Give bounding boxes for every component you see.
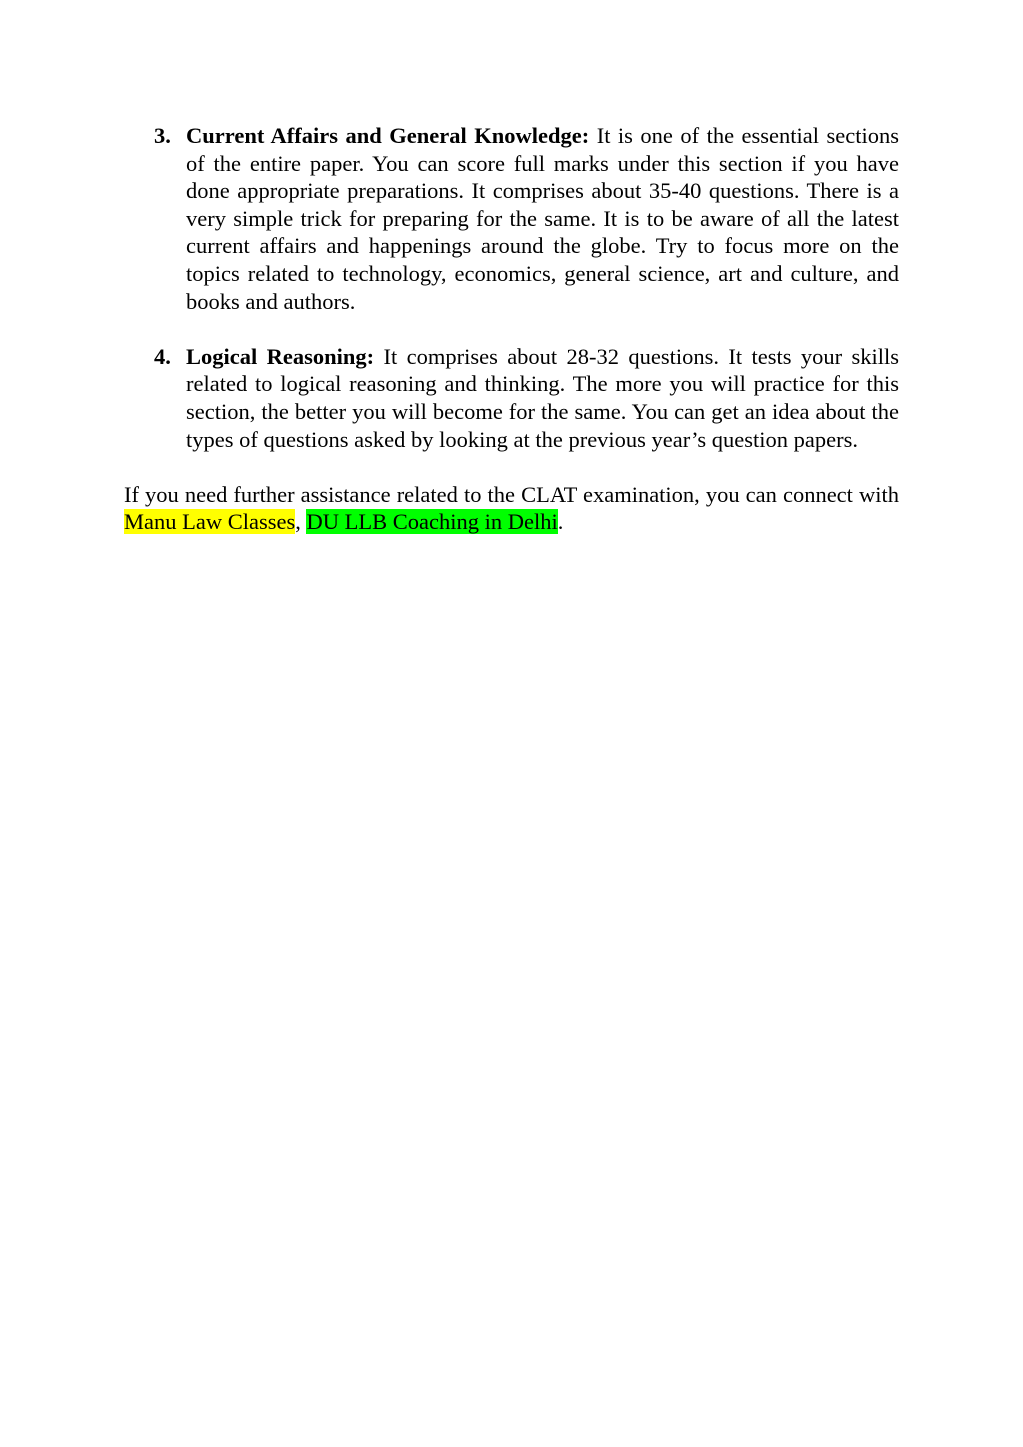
list-item-current-affairs — [124, 122, 899, 315]
document-body — [124, 122, 899, 536]
list-item-logical-reasoning — [124, 343, 899, 453]
link-separator: , — [295, 509, 307, 535]
list-number: 4. — [154, 343, 171, 369]
closing-text: If you need further assistance related to the CLAT examination, you can connect with — [124, 481, 899, 507]
manu-law-classes-link[interactable]: Manu Law Classes — [124, 509, 296, 535]
item-title: Logical Reasoning: — [186, 343, 375, 369]
closing-paragraph — [124, 481, 899, 536]
item-body: It comprises about 28-32 questions. It tests your skills related to logical reasoning and thinking. The more you will practice for this section, the better you will become for the same. You can get an idea about the types of questions asked by looking at the previous year’s question papers. — [186, 343, 899, 452]
du-llb-coaching-link[interactable]: DU LLB Coaching in Delhi — [306, 509, 558, 535]
item-body: It is one of the essential sections of the entire paper. You can score full marks under this section if you have done appropriate preparations. It comprises about 35-40 questions. There is a very simple trick for preparing for the same. It is to be aware of all the latest current affairs and happenings around the globe. Try to focus more on the topics related to technology, economics, general science, art and culture, and books and authors. — [186, 123, 899, 314]
closing-end: . — [557, 509, 564, 535]
list-number: 3. — [154, 123, 171, 148]
item-title: Current Affairs and General Knowledge: — [186, 123, 590, 148]
